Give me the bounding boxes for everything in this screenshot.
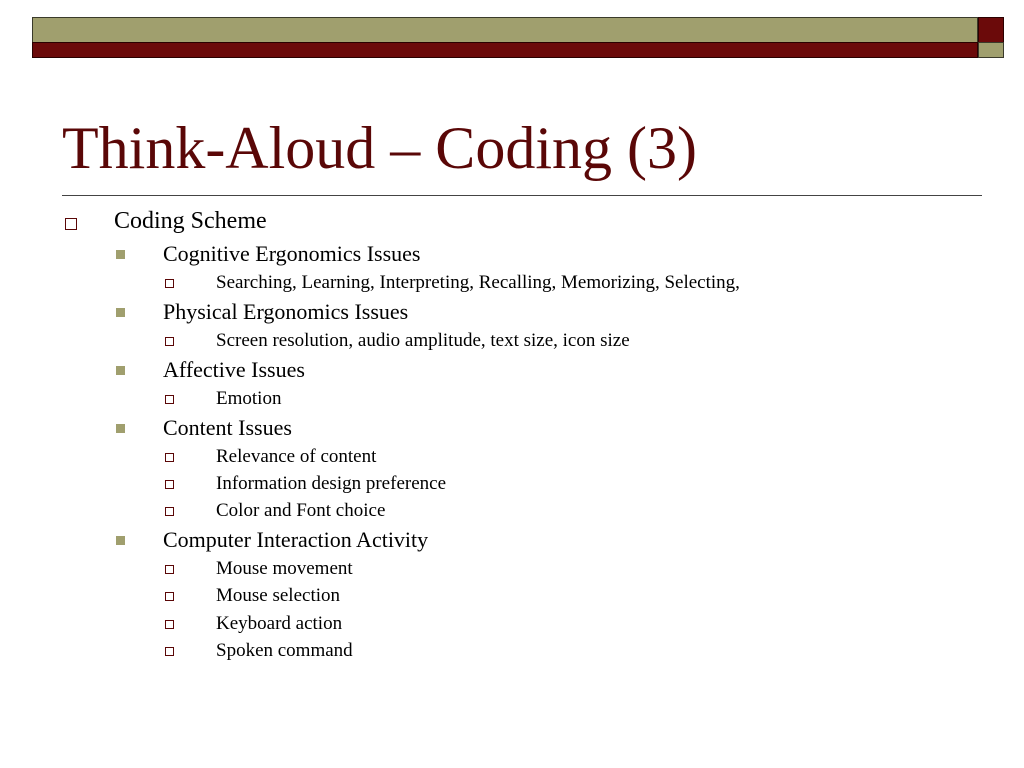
- list-item: Mouse selection: [216, 585, 341, 606]
- group-label: Affective Issues: [163, 357, 305, 382]
- title-divider: [62, 195, 982, 196]
- outline-heading: Coding Scheme: [114, 208, 267, 234]
- filled-square-bullet-icon: [116, 250, 125, 259]
- filled-square-bullet-icon: [116, 366, 125, 375]
- hollow-square-bullet-icon: [165, 565, 174, 574]
- group-label: Content Issues: [163, 415, 292, 440]
- header-corner-olive: [978, 42, 1004, 58]
- hollow-square-bullet-icon: [165, 507, 174, 516]
- header-banner-olive: [32, 17, 978, 43]
- header-corner-red: [978, 17, 1004, 43]
- hollow-square-bullet-icon: [165, 279, 174, 288]
- hollow-square-bullet-icon: [165, 647, 174, 656]
- header-banner-red: [32, 42, 978, 58]
- hollow-square-bullet-icon: [165, 453, 174, 462]
- hollow-square-bullet-icon: [165, 337, 174, 346]
- list-item: Searching, Learning, Interpreting, Recalling, Memorizing, Selecting,: [216, 272, 740, 293]
- hollow-square-bullet-icon: [165, 480, 174, 489]
- hollow-square-bullet-icon: [165, 395, 174, 404]
- list-item: Mouse movement: [216, 558, 353, 579]
- filled-square-bullet-icon: [116, 308, 125, 317]
- hollow-square-bullet-icon: [165, 620, 174, 629]
- hollow-square-bullet-icon: [165, 592, 174, 601]
- group-label: Cognitive Ergonomics Issues: [163, 241, 421, 266]
- filled-square-bullet-icon: [116, 424, 125, 433]
- group-label: Computer Interaction Activity: [163, 527, 429, 552]
- list-item: Screen resolution, audio amplitude, text size, icon size: [216, 330, 630, 351]
- list-item: Information design preference: [216, 473, 447, 494]
- slide-title: Think-Aloud – Coding (3): [62, 115, 697, 181]
- list-item: Color and Font choice: [216, 500, 386, 521]
- list-item: Emotion: [216, 388, 282, 409]
- list-item: Relevance of content: [216, 446, 377, 467]
- group-label: Physical Ergonomics Issues: [163, 299, 409, 324]
- filled-square-bullet-icon: [116, 536, 125, 545]
- list-item: Spoken command: [216, 640, 353, 661]
- hollow-square-bullet-icon: [65, 218, 77, 230]
- list-item: Keyboard action: [216, 613, 343, 634]
